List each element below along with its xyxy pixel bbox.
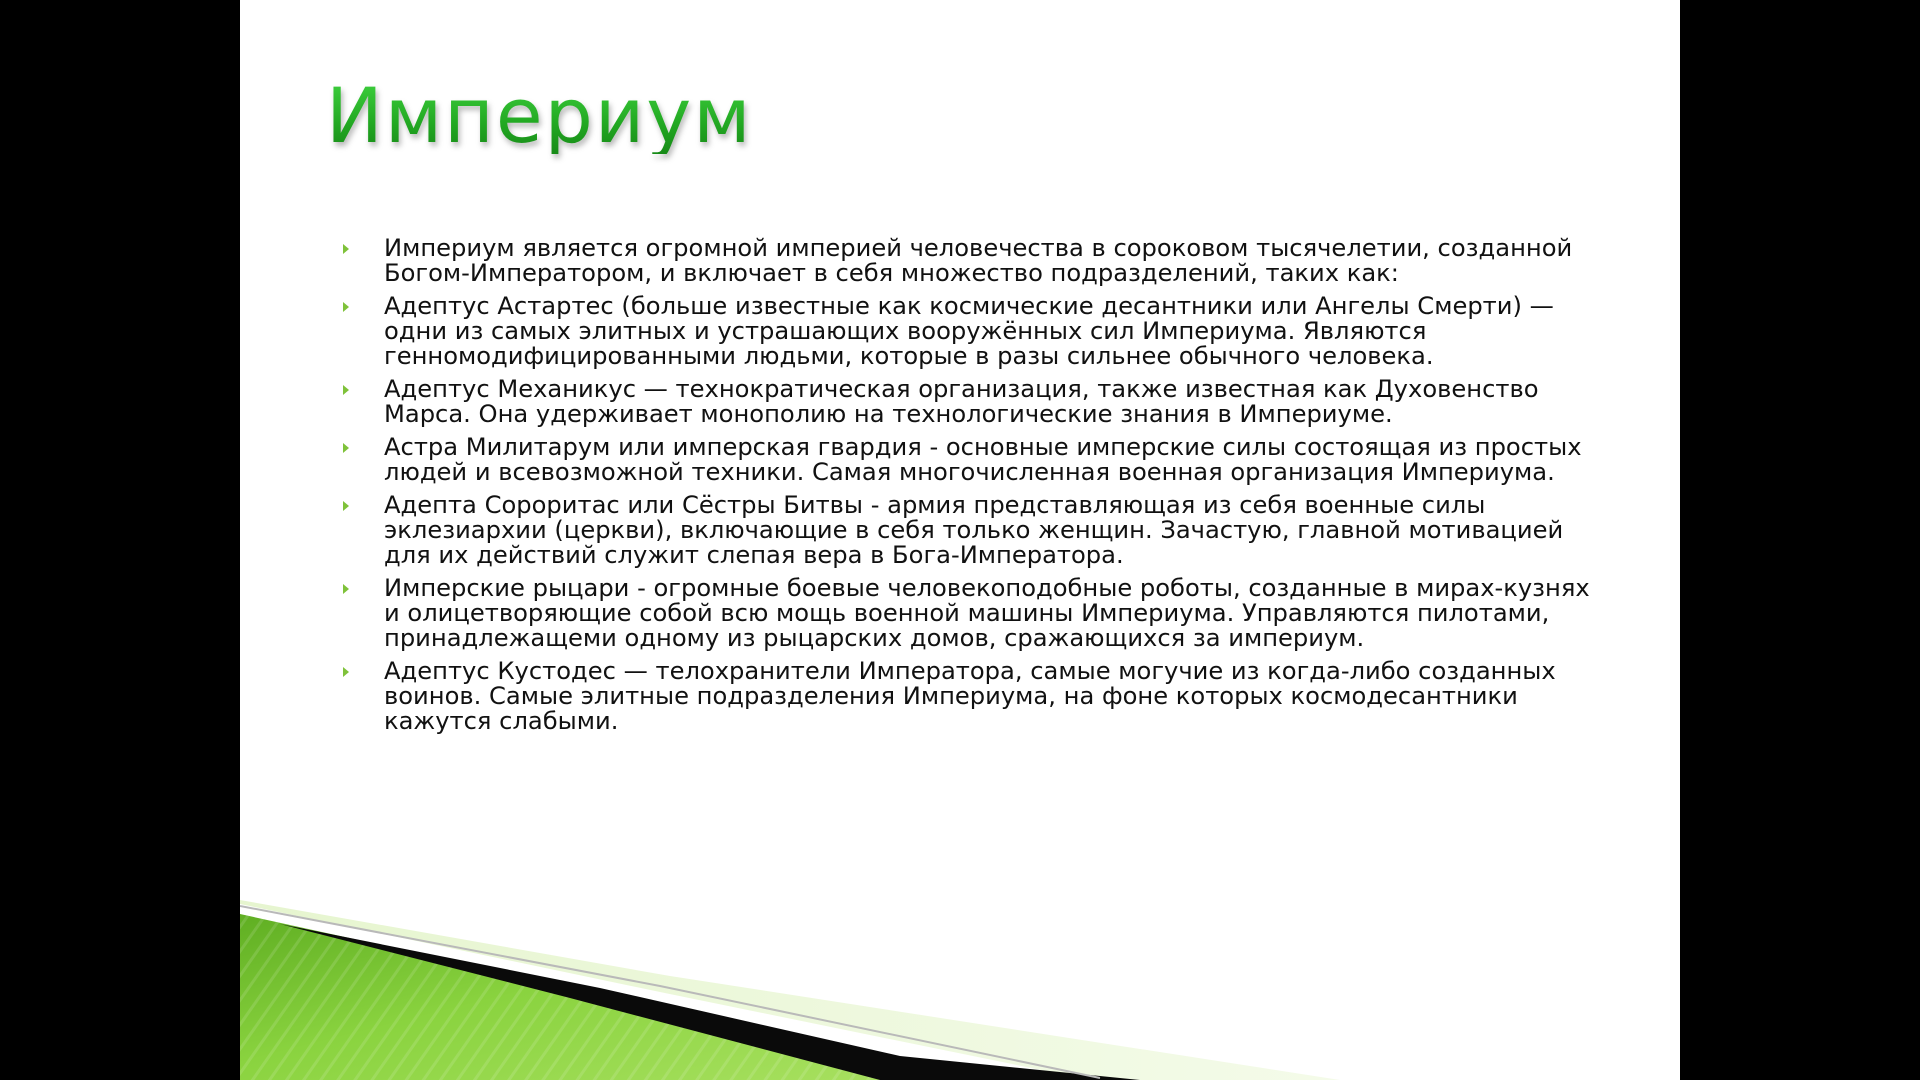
triangle-bullet-icon: [343, 385, 349, 395]
bullet-text: Имперские рыцари - огромные боевые человекоподобные роботы, созданные в мирах-кузнях и олицетворяющие собой всю мощь военной машины Империума. Управляются пилотами, принадлежащеми одному из рыцарских домов, сражающихся за империум.: [384, 574, 1590, 652]
triangle-bullet-icon: [343, 667, 349, 677]
triangle-bullet-icon: [343, 244, 349, 254]
bullet-text: Империум является огромной империей человечества в сороковом тысячелетии, созданной Богом-Императором, и включает в себя множество подразделений, таких как:: [384, 234, 1573, 287]
list-item: [340, 576, 1590, 651]
presentation-slide: [240, 0, 1680, 1080]
list-item: [340, 377, 1590, 427]
list-item: [340, 236, 1590, 286]
bullet-list: [340, 236, 1590, 742]
swoosh-graphic: [240, 900, 1680, 1080]
bullet-text: Адептус Механикус — технократическая организация, также известная как Духовенство Марса. Она удерживает монополию на технологические знания в Империуме.: [384, 375, 1539, 428]
triangle-bullet-icon: [343, 501, 349, 511]
bullet-text: Адепта Сороритас или Сёстры Битвы - армия представляющая из себя военные силы эклезиархии (церкви), включающие в себя только женщин. Зачастую, главной мотивацией для их действий служит слепая вера в Бога-Императора.: [384, 491, 1564, 569]
bullet-text: Адептус Астартес (больше известные как космические десантники или Ангелы Смерти) — одни из самых элитных и устрашающих вооружённых сил Империума. Являются генномодифицированными людьми, которые в разы сильнее обычного человека.: [384, 292, 1554, 370]
list-item: [340, 659, 1590, 734]
triangle-bullet-icon: [343, 584, 349, 594]
triangle-bullet-icon: [343, 302, 349, 312]
list-item: [340, 435, 1590, 485]
list-item: [340, 294, 1590, 369]
slide-title: Империум: [326, 71, 753, 160]
triangle-bullet-icon: [343, 443, 349, 453]
list-item: [340, 493, 1590, 568]
decorative-swoosh: [240, 900, 1680, 1080]
bullet-text: Астра Милитарум или имперская гвардия - основные имперские силы состоящая из простых людей и всевозможной техники. Самая многочисленная военная организация Империума.: [384, 433, 1582, 486]
bullet-text: Адептус Кустодес — телохранители Императора, самые могучие из когда-либо созданных воинов. Самые элитные подразделения Империума, на фоне которых космодесантники кажутся слабыми.: [384, 657, 1556, 735]
